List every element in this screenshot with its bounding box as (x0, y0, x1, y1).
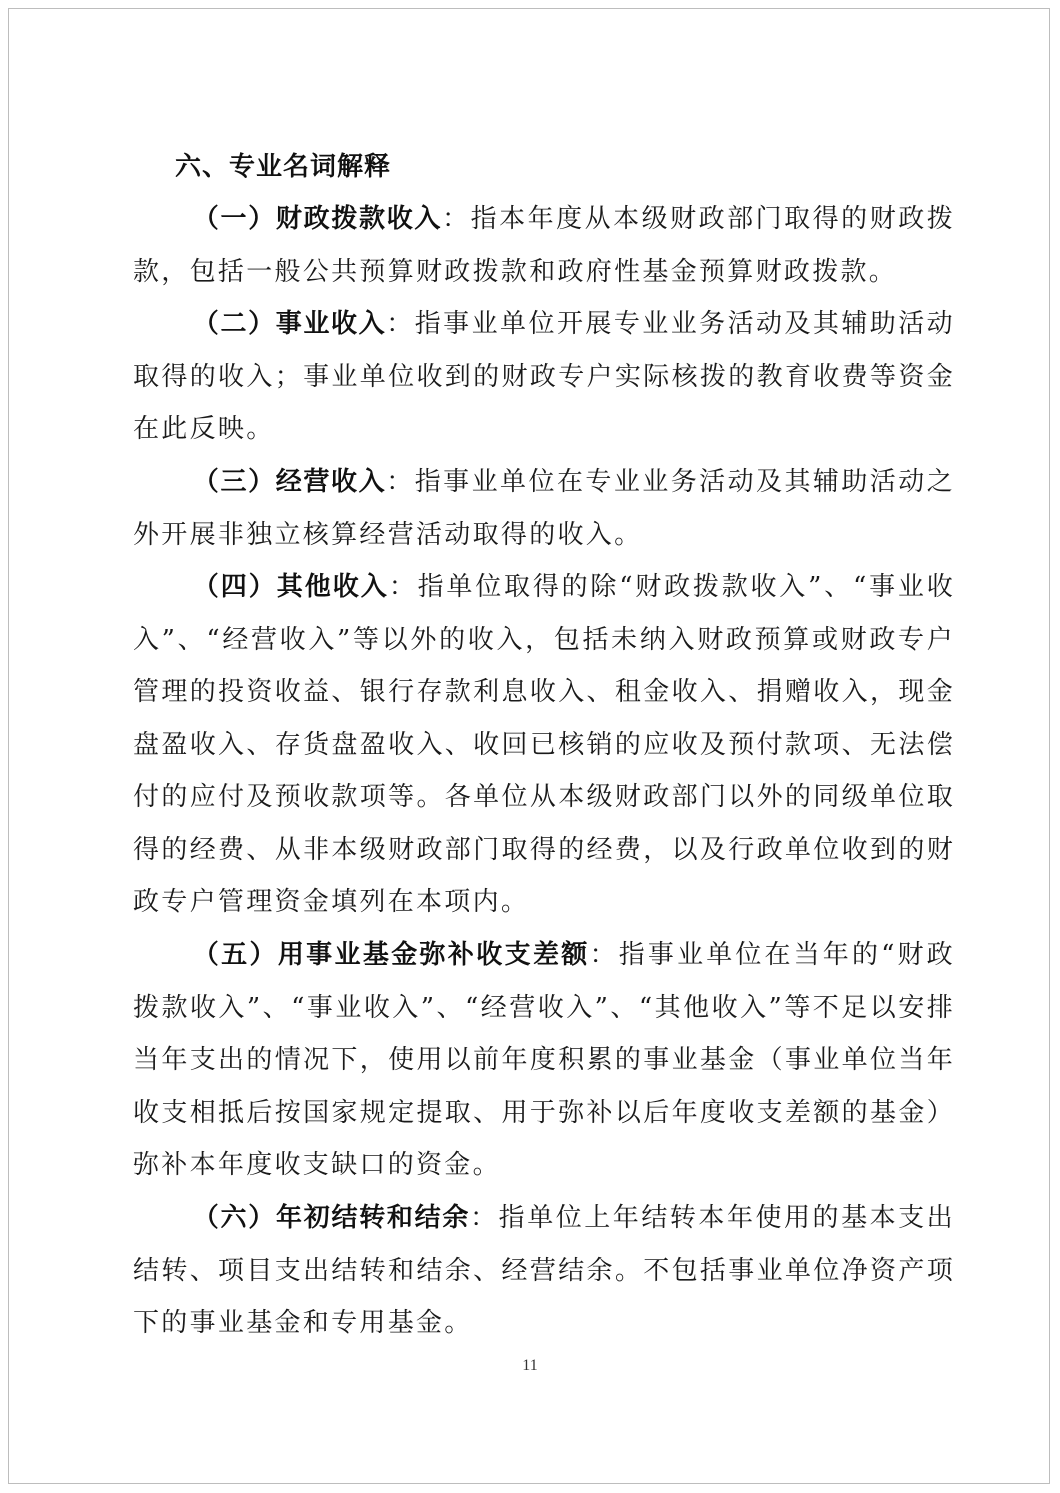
term-label: （四）其他收入 (192, 572, 389, 602)
term-definition: ：指本年度从本级财政部门取得的财政拨款，包括一般公共预算财政拨款和政府性基金预算财政拨款。 (133, 204, 955, 287)
term-definition: ：指单位取得的除“财政拨款收入”、“事业收入”、“经营收入”等以外的收入，包括未纳入财政预算或财政专户管理的投资收益、银行存款利息收入、租金收入、捐赠收入，现金盘盈收入、存货盘盈收入、收回已核销的应收及预付款项、无法偿付的应付及预收款项等。各单位从本级财政部门以外的同级单位取得的经费、从非本级财政部门取得的经费，以及行政单位收到的财政专户管理资金填列在本项内。 (133, 572, 955, 917)
section-heading: 六、专业名词解释 (175, 152, 392, 182)
paragraph-item-5 (133, 929, 955, 1192)
term-label: （六）年初结转和结余 (192, 1203, 471, 1233)
term-definition: ：指事业单位在当年的“财政拨款收入”、“事业收入”、“经营收入”、“其他收入”等不足以安排当年支出的情况下，使用以前年度积累的事业基金（事业单位当年收支相抵后按国家规定提取、用于弥补以后年度收支差额的基金）弥补本年度收支缺口的资金。 (133, 940, 955, 1180)
term-definition: ：指事业单位开展专业业务活动及其辅助活动取得的收入；事业单位收到的财政专户实际核拨的教育收费等资金在此反映。 (133, 309, 955, 444)
paragraph-item-3 (133, 456, 955, 561)
term-definition: ：指事业单位在专业业务活动及其辅助活动之外开展非独立核算经营活动取得的收入。 (133, 467, 955, 550)
term-label: （三）经营收入 (192, 467, 387, 497)
paragraph-item-4 (133, 561, 955, 929)
paragraph-item-2 (133, 298, 955, 456)
paragraph-item-6 (133, 1192, 955, 1350)
paragraph-item-1 (133, 193, 955, 298)
page-number: 11 (522, 1357, 538, 1374)
term-label: （二）事业收入 (192, 309, 387, 339)
term-definition: ：指单位上年结转本年使用的基本支出结转、项目支出结转和结余、经营结余。不包括事业单位净资产项下的事业基金和专用基金。 (133, 1203, 955, 1338)
term-label: （一）财政拨款收入 (192, 204, 443, 234)
term-label: （五）用事业基金弥补收支差额 (192, 940, 590, 970)
